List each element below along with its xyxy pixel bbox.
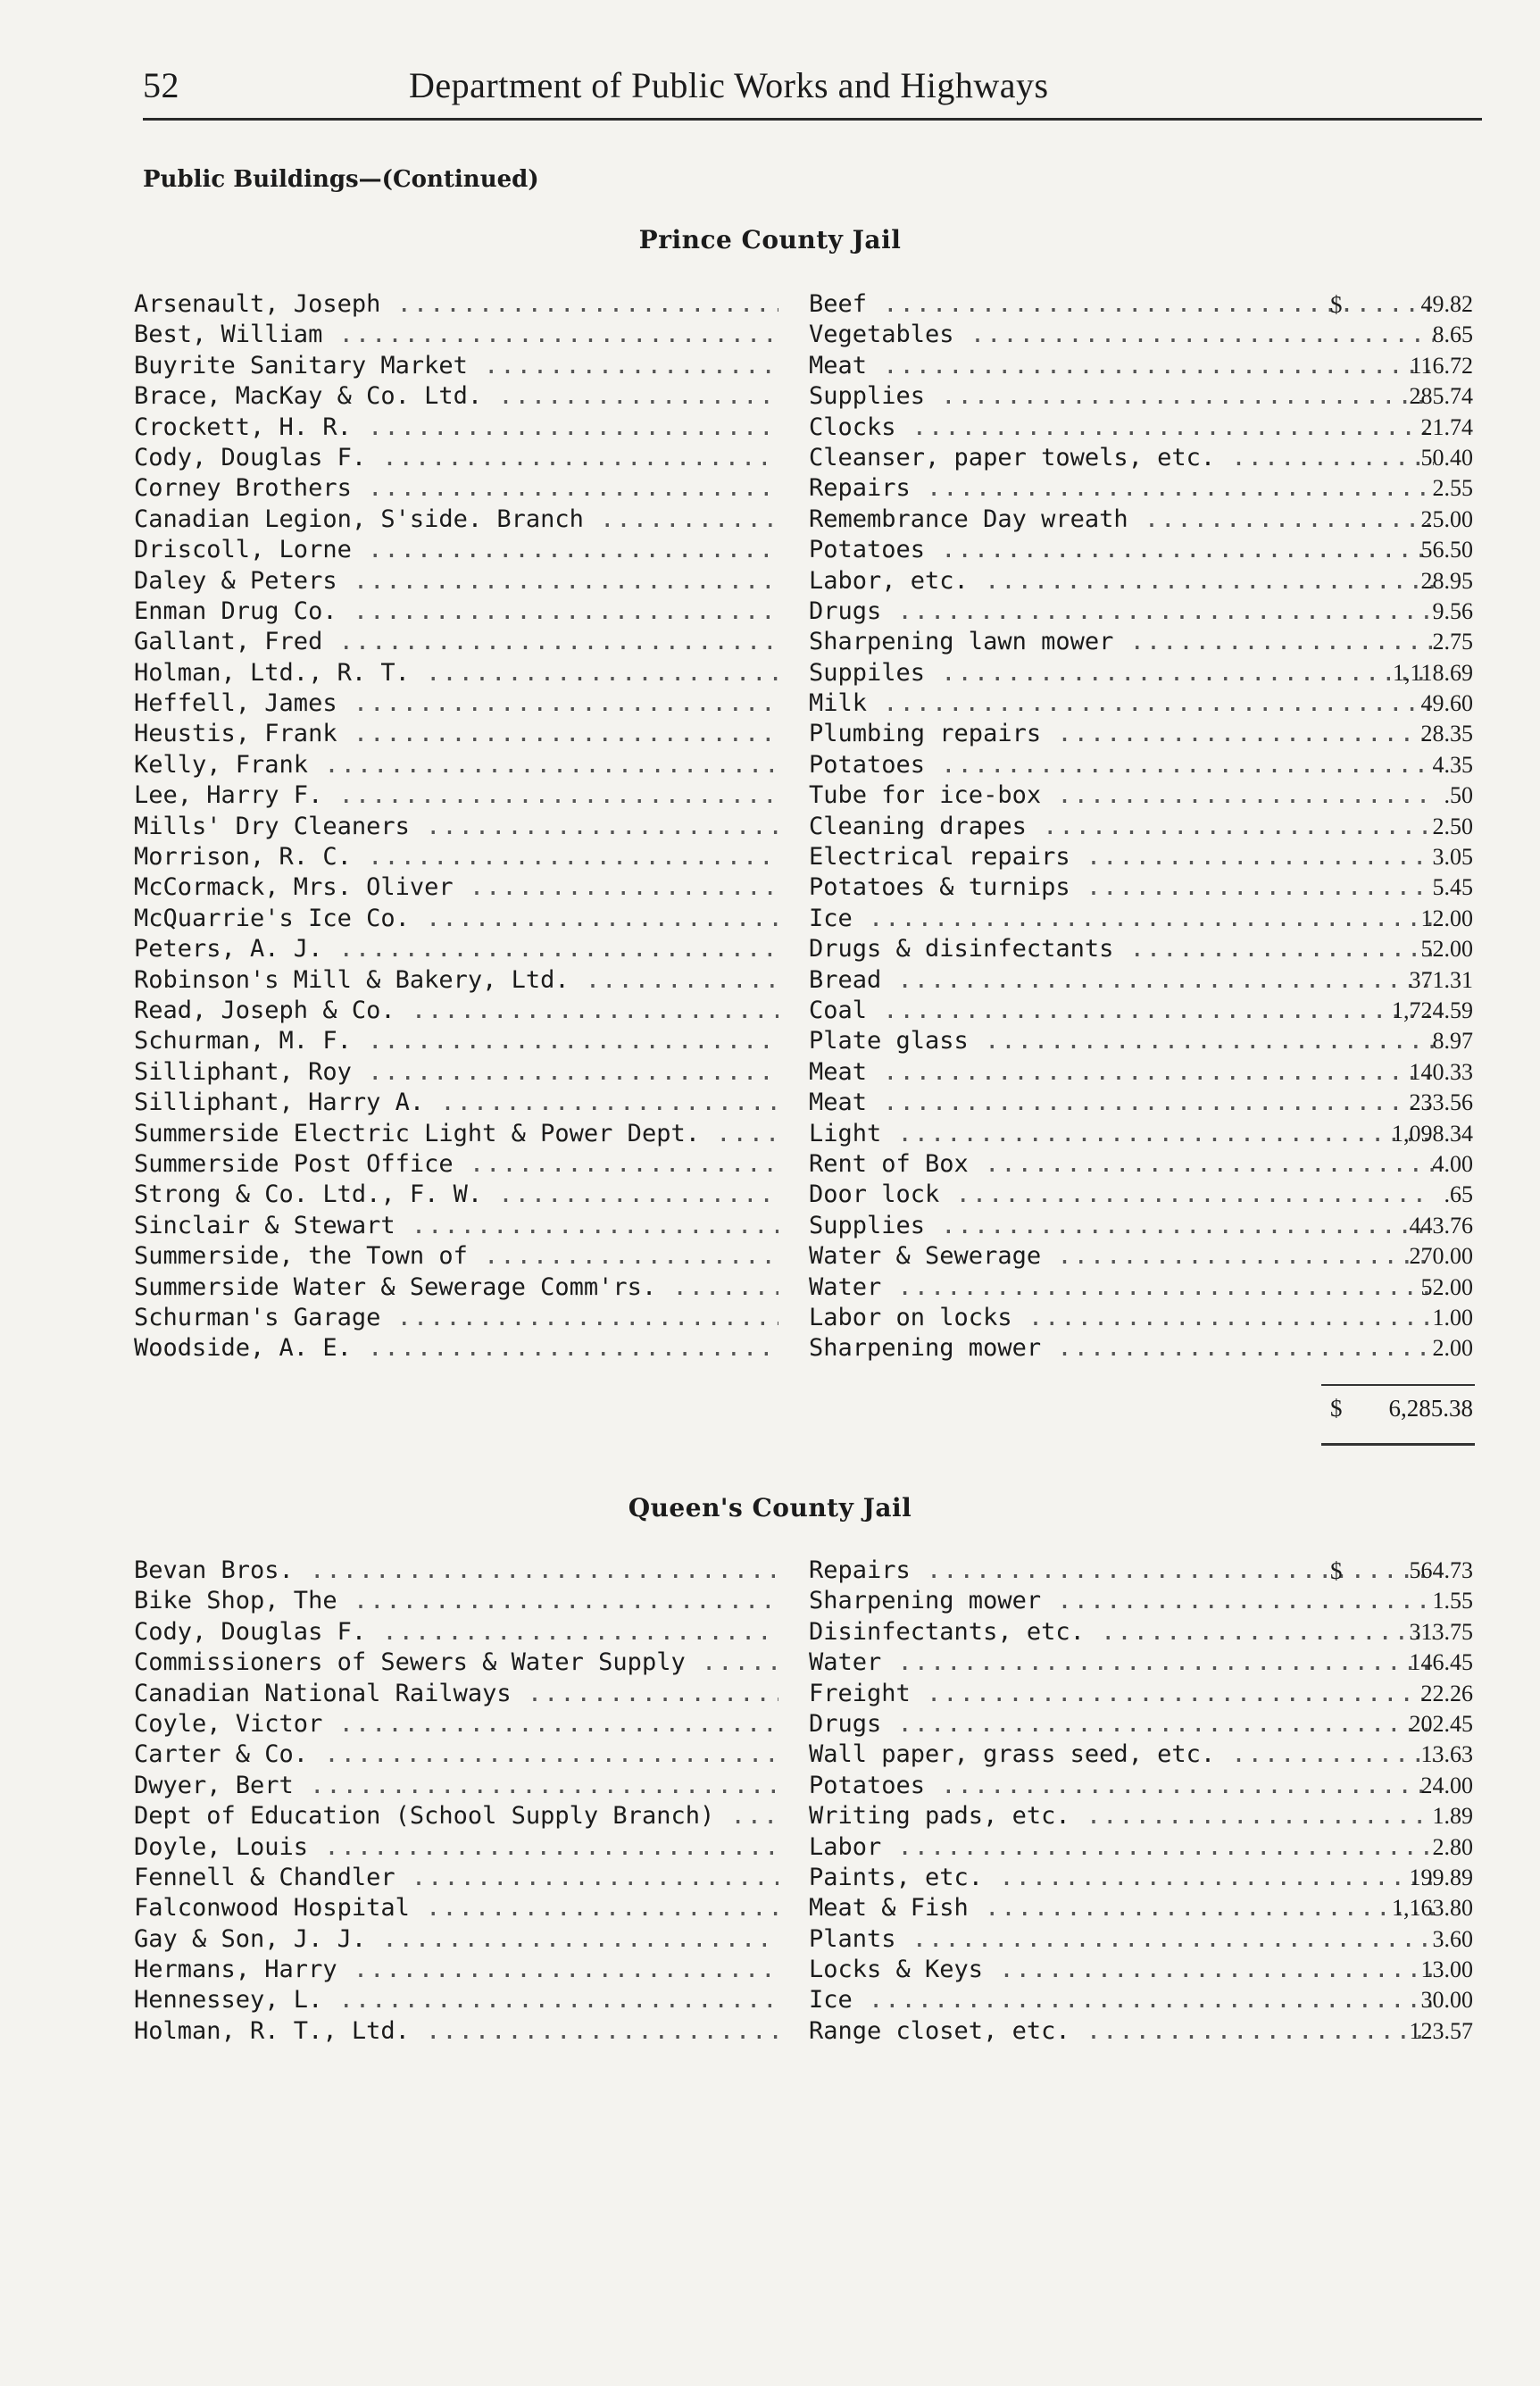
- payee-name: Schurman's Garage .....: [134, 1303, 778, 1333]
- total-currency: $: [1330, 1395, 1343, 1422]
- prince-county-jail-ledger: [134, 289, 1473, 1364]
- ledger-row: [134, 535, 1473, 565]
- amount: 52.00: [1420, 936, 1473, 963]
- item-description: Tube for ice-box .....: [809, 780, 1434, 811]
- ledger-row: [134, 1679, 1473, 1709]
- amount: 22.26: [1420, 1680, 1473, 1706]
- amount: 3.05: [1432, 844, 1473, 871]
- ledger-row: [134, 413, 1473, 443]
- item-description: Supplies .....: [809, 1211, 1434, 1241]
- payee-name: Bevan Bros. .....: [134, 1556, 778, 1586]
- item-description: Freight .....: [809, 1679, 1434, 1709]
- item-description: Paints, etc. .....: [809, 1863, 1434, 1893]
- ledger-row: [134, 688, 1473, 719]
- ledger-row: [134, 1617, 1473, 1648]
- item-description: Plate glass .....: [809, 1026, 1434, 1056]
- ledger-row: [134, 351, 1473, 381]
- ledger-row: [134, 842, 1473, 872]
- ledger-row: [134, 289, 1473, 320]
- item-description: Water .....: [809, 1648, 1434, 1678]
- ledger-row: [134, 1333, 1473, 1364]
- item-description: Labor on locks .....: [809, 1303, 1434, 1333]
- ledger-row: [134, 996, 1473, 1026]
- item-description: Potatoes & turnips .....: [809, 872, 1434, 903]
- payee-name: Mills' Dry Cleaners .....: [134, 812, 778, 842]
- item-description: Suppiles .....: [809, 658, 1434, 688]
- amount: 285.74: [1409, 383, 1473, 410]
- item-description: Vegetables .....: [809, 320, 1434, 350]
- payee-name: Best, William .....: [134, 320, 778, 350]
- amount: 443.76: [1409, 1212, 1473, 1239]
- item-description: Meat .....: [809, 1057, 1434, 1088]
- amount: 1,163.80: [1392, 1895, 1473, 1922]
- page-number: 52: [143, 65, 179, 105]
- item-description: Supplies .....: [809, 381, 1434, 412]
- item-description: Repairs .....: [809, 473, 1434, 504]
- payee-name: Dept of Education (School Supply Branch) .....: [134, 1801, 778, 1831]
- ledger-row: [134, 443, 1473, 473]
- payee-name: Summerside Post Office .....: [134, 1149, 778, 1180]
- amount: 28.95: [1420, 567, 1473, 594]
- ledger-row: [134, 1026, 1473, 1056]
- payee-name: Strong & Co. Ltd., F. W. .....: [134, 1180, 778, 1210]
- ledger-row: [134, 1771, 1473, 1801]
- payee-name: Cody, Douglas F. .....: [134, 443, 778, 473]
- amount: 146.45: [1409, 1649, 1473, 1676]
- payee-name: Fennell & Chandler .....: [134, 1863, 778, 1893]
- amount: 1.55: [1432, 1588, 1473, 1614]
- item-description: Wall paper, grass seed, etc. .....: [809, 1739, 1434, 1770]
- payee-name: Doyle, Louis .....: [134, 1832, 778, 1863]
- item-description: Door lock .....: [809, 1180, 1434, 1210]
- payee-name: Canadian National Railways .....: [134, 1679, 778, 1709]
- amount: 2.55: [1432, 475, 1473, 502]
- item-description: Clocks .....: [809, 413, 1434, 443]
- amount: 2.00: [1432, 1335, 1473, 1362]
- payee-name: Driscoll, Lorne .....: [134, 535, 778, 565]
- item-description: Locks & Keys .....: [809, 1955, 1434, 1985]
- page-title: Department of Public Works and Highways: [409, 65, 1049, 105]
- item-description: Repairs .....: [809, 1556, 1434, 1586]
- item-description: Potatoes .....: [809, 1771, 1434, 1801]
- payee-name: Heustis, Frank .....: [134, 719, 778, 749]
- ledger-row: [134, 658, 1473, 688]
- ledger-row: [134, 473, 1473, 504]
- ledger-row: [134, 1709, 1473, 1739]
- payee-name: Crockett, H. R. .....: [134, 413, 778, 443]
- item-description: Potatoes .....: [809, 535, 1434, 565]
- ledger-row: [134, 812, 1473, 842]
- header-rule: [143, 118, 1482, 121]
- payee-name: Carter & Co. .....: [134, 1739, 778, 1770]
- amount: 233.56: [1409, 1089, 1473, 1116]
- ledger-row: [134, 934, 1473, 964]
- amount: 1.89: [1432, 1803, 1473, 1830]
- item-description: Meat & Fish .....: [809, 1893, 1434, 1923]
- amount: 25.00: [1420, 505, 1473, 532]
- amount: .50: [1444, 782, 1473, 809]
- item-description: Meat .....: [809, 351, 1434, 381]
- amount: 4.35: [1432, 751, 1473, 778]
- amount: 4.00: [1432, 1150, 1473, 1177]
- amount: 30.00: [1420, 1987, 1473, 2014]
- ledger-row: [134, 320, 1473, 350]
- currency-symbol: $: [1330, 1557, 1343, 1584]
- payee-name: Corney Brothers .....: [134, 473, 778, 504]
- amount: 116.72: [1410, 352, 1473, 379]
- item-description: Bread .....: [809, 965, 1434, 996]
- item-description: Beef .....: [809, 289, 1434, 320]
- amount: 9.56: [1432, 597, 1473, 624]
- item-description: Sharpening mower .....: [809, 1333, 1434, 1364]
- amount: 3.60: [1432, 1925, 1473, 1952]
- ledger-row: [134, 750, 1473, 780]
- item-description: Milk .....: [809, 688, 1434, 719]
- payee-name: Schurman, M. F. .....: [134, 1026, 778, 1056]
- ledger-row: [134, 596, 1473, 627]
- ledger-row: [134, 1211, 1473, 1241]
- payee-name: Summerside Water & Sewerage Comm'rs. .....: [134, 1272, 778, 1303]
- item-description: Coal .....: [809, 996, 1434, 1026]
- payee-name: Summerside, the Town of .....: [134, 1241, 778, 1272]
- payee-name: Holman, R. T., Ltd. .....: [134, 2016, 778, 2047]
- prince-county-jail-total: [1330, 1395, 1473, 1431]
- payee-name: Silliphant, Roy .....: [134, 1057, 778, 1088]
- ledger-row: [134, 1739, 1473, 1770]
- payee-name: Canadian Legion, S'side. Branch .....: [134, 505, 778, 535]
- section-heading: Public Buildings—(Continued): [143, 166, 539, 193]
- amount: 1.00: [1432, 1304, 1473, 1331]
- payee-name: Kelly, Frank .....: [134, 750, 778, 780]
- payee-name: Read, Joseph & Co. .....: [134, 996, 778, 1026]
- ledger-row: [134, 1955, 1473, 1985]
- payee-name: Summerside Electric Light & Power Dept. .....: [134, 1119, 778, 1149]
- amount: 56.50: [1420, 537, 1473, 563]
- item-description: Sharpening lawn mower .....: [809, 627, 1434, 657]
- item-description: Drugs .....: [809, 596, 1434, 627]
- ledger-row: [134, 1586, 1473, 1616]
- amount: 49.82: [1420, 291, 1473, 317]
- item-description: Plumbing repairs .....: [809, 719, 1434, 749]
- payee-name: Robinson's Mill & Bakery, Ltd. .....: [134, 965, 778, 996]
- ledger-row: [134, 381, 1473, 412]
- item-description: Drugs & disinfectants .....: [809, 934, 1434, 964]
- amount: 140.33: [1409, 1058, 1473, 1085]
- item-description: Water & Sewerage .....: [809, 1241, 1434, 1272]
- ledger-row: [134, 2016, 1473, 2047]
- total-double-rule: [1321, 1443, 1475, 1446]
- ledger-row: [134, 1985, 1473, 2015]
- item-description: Meat .....: [809, 1088, 1434, 1118]
- ledger-row: [134, 1241, 1473, 1272]
- payee-name: Brace, MacKay & Co. Ltd. .....: [134, 381, 778, 412]
- amount: 313.75: [1409, 1618, 1473, 1645]
- item-description: Light .....: [809, 1119, 1434, 1149]
- amount: 371.31: [1409, 966, 1473, 993]
- payee-name: Lee, Harry F. .....: [134, 780, 778, 811]
- amount: 123.57: [1409, 2017, 1473, 2044]
- total-rule: [1321, 1384, 1475, 1386]
- item-description: Plants .....: [809, 1924, 1434, 1955]
- ledger-row: [134, 780, 1473, 811]
- ledger-row: [134, 1648, 1473, 1678]
- amount: .65: [1444, 1181, 1473, 1208]
- total-value: 6,285.38: [1388, 1395, 1473, 1422]
- item-description: Disinfectants, etc. .....: [809, 1617, 1434, 1648]
- item-description: Range closet, etc. .....: [809, 2016, 1434, 2047]
- payee-name: Buyrite Sanitary Market .....: [134, 351, 778, 381]
- running-header: [143, 64, 1482, 114]
- amount: 8.65: [1432, 321, 1473, 348]
- payee-name: Dwyer, Bert .....: [134, 1771, 778, 1801]
- payee-name: Arsenault, Joseph .....: [134, 289, 778, 320]
- ledger-row: [134, 1893, 1473, 1923]
- ledger-row: [134, 1863, 1473, 1893]
- amount: 2.80: [1432, 1833, 1473, 1860]
- item-description: Sharpening mower .....: [809, 1586, 1434, 1616]
- payee-name: Coyle, Victor .....: [134, 1709, 778, 1739]
- ledger-row: [134, 1149, 1473, 1180]
- ledger-row: [134, 1556, 1473, 1586]
- item-description: Drugs .....: [809, 1709, 1434, 1739]
- item-description: Remembrance Day wreath .....: [809, 505, 1434, 535]
- payee-name: Woodside, A. E. .....: [134, 1333, 778, 1364]
- ledger-row: [134, 1057, 1473, 1088]
- item-description: Cleanser, paper towels, etc. .....: [809, 443, 1434, 473]
- payee-name: Falconwood Hospital .....: [134, 1893, 778, 1923]
- amount: 5.45: [1432, 874, 1473, 901]
- amount: 24.00: [1420, 1772, 1473, 1798]
- payee-name: Hennessey, L. .....: [134, 1985, 778, 2015]
- payee-name: Sinclair & Stewart .....: [134, 1211, 778, 1241]
- payee-name: Peters, A. J. .....: [134, 934, 778, 964]
- amount: 1,724.59: [1392, 997, 1473, 1023]
- ledger-row: [134, 1924, 1473, 1955]
- item-description: Labor, etc. .....: [809, 566, 1434, 596]
- payee-name: Gay & Son, J. J. .....: [134, 1924, 778, 1955]
- amount: 2.50: [1432, 813, 1473, 839]
- amount: 1,098.34: [1392, 1120, 1473, 1147]
- ledger-row: [134, 719, 1473, 749]
- ledger-row: [134, 1119, 1473, 1149]
- payee-name: Daley & Peters .....: [134, 566, 778, 596]
- payee-name: Holman, Ltd., R. T. .....: [134, 658, 778, 688]
- payee-name: Hermans, Harry .....: [134, 1955, 778, 1985]
- ledger-row: [134, 1088, 1473, 1118]
- ledger-row: [134, 566, 1473, 596]
- payee-name: Cody, Douglas F. .....: [134, 1617, 778, 1648]
- ledger-row: [134, 505, 1473, 535]
- amount: 564.73: [1409, 1557, 1473, 1583]
- ledger-row: [134, 1303, 1473, 1333]
- amount: 13.63: [1420, 1741, 1473, 1768]
- payee-name: Gallant, Fred .....: [134, 627, 778, 657]
- payee-name: Silliphant, Harry A. .....: [134, 1088, 778, 1118]
- payee-name: Bike Shop, The .....: [134, 1586, 778, 1616]
- amount: 49.60: [1420, 690, 1473, 717]
- amount: 52.00: [1420, 1273, 1473, 1300]
- item-description: Rent of Box .....: [809, 1149, 1434, 1180]
- ledger-row: [134, 1801, 1473, 1831]
- ledger-row: [134, 965, 1473, 996]
- ledger-row: [134, 1180, 1473, 1210]
- ledger-row: [134, 872, 1473, 903]
- amount: 202.45: [1409, 1710, 1473, 1737]
- amount: 8.97: [1432, 1028, 1473, 1055]
- item-description: Labor .....: [809, 1832, 1434, 1863]
- payee-name: Enman Drug Co. .....: [134, 596, 778, 627]
- payee-name: Morrison, R. C. .....: [134, 842, 778, 872]
- amount: 2.75: [1432, 629, 1473, 655]
- amount: 270.00: [1409, 1243, 1473, 1270]
- amount: 1,118.69: [1392, 659, 1473, 686]
- prince-county-jail-title: Prince County Jail: [638, 225, 902, 254]
- item-description: Ice .....: [809, 904, 1434, 934]
- item-description: Ice .....: [809, 1985, 1434, 2015]
- amount: 13.00: [1420, 1956, 1473, 1983]
- currency-symbol: $: [1330, 291, 1343, 318]
- queens-county-jail-ledger: [134, 1556, 1473, 2047]
- item-description: Water .....: [809, 1272, 1434, 1303]
- amount: 21.74: [1420, 413, 1473, 440]
- amount: 12.00: [1420, 905, 1473, 931]
- item-description: Potatoes .....: [809, 750, 1434, 780]
- amount: 50.40: [1420, 444, 1473, 471]
- payee-name: McCormack, Mrs. Oliver .....: [134, 872, 778, 903]
- item-description: Electrical repairs .....: [809, 842, 1434, 872]
- ledger-row: [134, 1272, 1473, 1303]
- queens-county-jail-title: Queen's County Jail: [628, 1493, 912, 1523]
- item-description: Cleaning drapes .....: [809, 812, 1434, 842]
- amount: 28.35: [1420, 721, 1473, 747]
- payee-name: Commissioners of Sewers & Water Supply .....: [134, 1648, 778, 1678]
- item-description: Writing pads, etc. .....: [809, 1801, 1434, 1831]
- amount: 199.89: [1409, 1864, 1473, 1890]
- ledger-row: [134, 1832, 1473, 1863]
- payee-name: McQuarrie's Ice Co. .....: [134, 904, 778, 934]
- payee-name: Heffell, James .....: [134, 688, 778, 719]
- ledger-row: [134, 904, 1473, 934]
- ledger-row: [134, 627, 1473, 657]
